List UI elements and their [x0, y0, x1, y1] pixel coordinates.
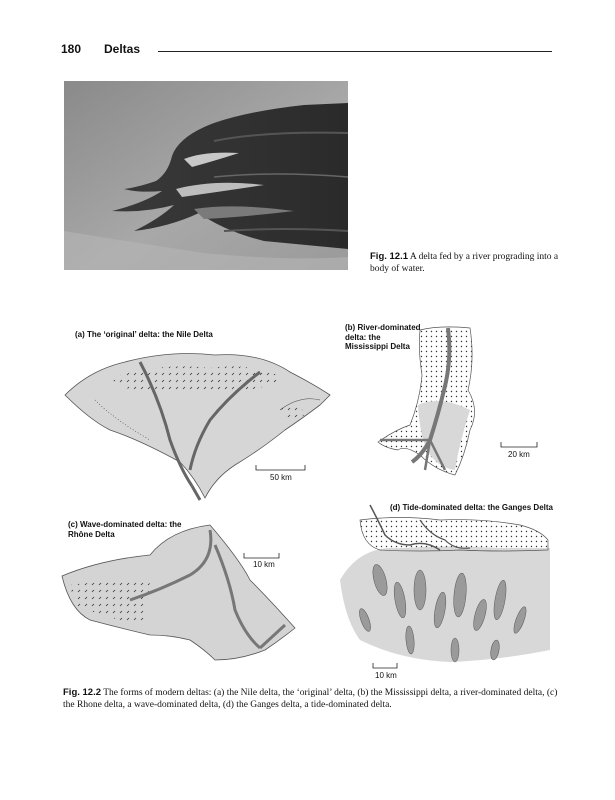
panel-b-title-line-3: Mississippi Delta	[345, 342, 410, 351]
nile-scale-bar	[256, 465, 305, 470]
panel-c-title-line-1: (c) Wave-dominated delta: the	[68, 520, 182, 529]
panel-a-scale-label: 50 km	[270, 473, 292, 482]
ganges-delta-map	[340, 505, 550, 662]
fig-12-1-text: A delta fed by a river prograding into a body of water.	[370, 252, 559, 274]
panel-b-title-line-1: (b) River-dominated	[345, 323, 421, 332]
rhone-scale-bar	[244, 553, 279, 558]
panel-b-title	[345, 323, 421, 352]
fig-12-2-label: Fig. 12.2	[63, 687, 102, 698]
panel-a-title: (a) The ‘original’ delta: the Nile Delta	[75, 330, 213, 339]
ganges-scale-bar	[373, 663, 397, 668]
fig-12-1-label: Fig. 12.1	[370, 251, 409, 262]
fig-12-2-text: The forms of modern deltas: (a) the Nile delta, the ‘original’ delta, (b) the Mississippi delta, a river-dominated delta, (c) the Rhone delta, a wave-dominated delta, (d) the Ganges delta, a tide-dominated delta.	[63, 688, 558, 710]
panel-c-scale-label: 10 km	[253, 560, 275, 569]
page-number: 180	[61, 42, 82, 56]
panel-b-title-line-2: delta: the	[345, 332, 381, 342]
panel-c-title	[68, 520, 182, 539]
rhone-delta-map	[62, 525, 295, 660]
panel-c-title-line-2: Rhône Delta	[68, 529, 115, 539]
fig-12-2-caption	[63, 687, 558, 711]
mississippi-scale-bar	[501, 442, 537, 447]
panel-d-title: (d) Tide-dominated delta: the Ganges Delta	[390, 503, 553, 512]
panel-b-scale-label: 20 km	[508, 450, 530, 459]
panel-d-scale-label: 10 km	[375, 671, 397, 680]
running-title: Deltas	[104, 42, 141, 56]
